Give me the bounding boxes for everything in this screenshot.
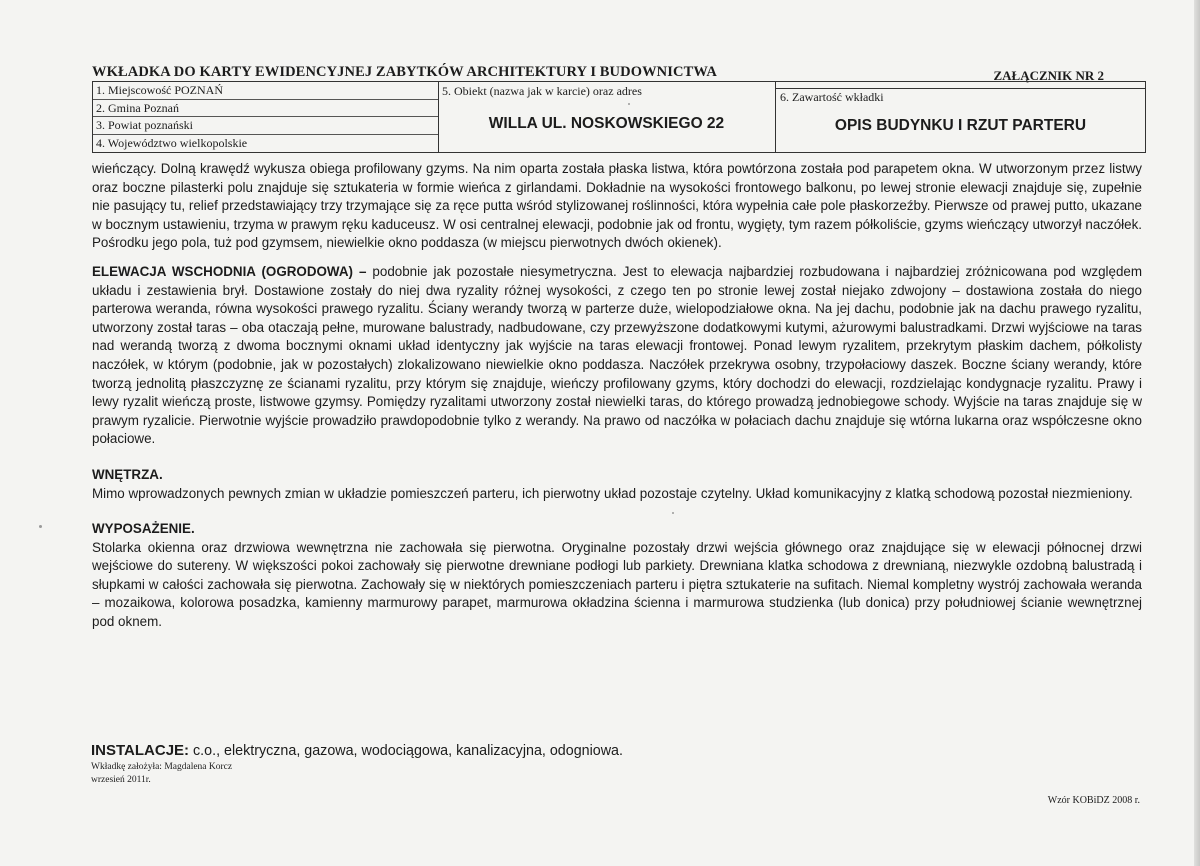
east-elevation-heading: ELEWACJA WSCHODNIA (OGRODOWA) –: [92, 263, 367, 279]
location-column: [93, 82, 439, 152]
paper-speck: [39, 525, 42, 528]
installations-heading: INSTALACJE:: [91, 742, 190, 759]
furnishing-text: Stolarka okienna oraz drzwiowa wewnętrzna nie zachowała się pierwotna. Oryginalne pozostały drzwi wejścia głównego oraz znajdujące się w elewacji północnej drzwi wejściowe do sutereny. W większości pokoi zachowały się pierwotne drewniane podłogi lub parkiety. Drewniana klatka schodowa z drewnianą, niezwykle ozdobną balustradą i słupkami w całości zachowała się pierwotna. Zachowały się w niektórych pomieszczeniach parteru i piętra sztukaterie na sufitach. Niemal kompletny wystrój zachowała weranda – mozaikowa, kolorowa posadzka, kamienny marmurowy parapet, marmurowa okładzina ścienna i marmurowa studzienka (lub donica) przy południowej ścianie wewnętrznej pod oknem.: [92, 539, 1142, 630]
annex-label: ZAŁĄCZNIK NR 2: [993, 68, 1104, 83]
paper-speck: [672, 512, 674, 514]
location-town: 1. Miejscowość POZNAŃ: [93, 82, 438, 100]
date-note: wrzesień 2011r.: [91, 775, 151, 785]
object-label: 5. Obiekt (nazwa jak w karcie) oraz adres: [442, 84, 642, 98]
content-column: [776, 88, 1145, 153]
object-column: [438, 82, 776, 152]
author-note: Wkładkę założyła: Magdalena Korcz: [91, 762, 233, 772]
location-county: 3. Powiat poznański: [93, 117, 438, 135]
page-edge: [1194, 0, 1200, 866]
object-value: WILLA UL. NOSKOWSKIEGO 22: [488, 115, 725, 132]
interior-heading: WNĘTRZA.: [92, 466, 163, 482]
intro-paragraph: wieńczący. Dolną krawędź wykusza obiega profilowany gzyms. Na nim oparta została płaska listwa, która powtórzona została pod parapetem okna. W utworzonym przez listwy oraz boczne pilasterki polu znajduje się sztukateria w formie wieńca z girlandami. Dokładnie na wysokości frontowego balkonu, po lewej stronie elewacji znajduje się, zupełnie nie pasujący tu, relief przedstawiający trzy trzymające się za ręce putta wśród stylizowanej roślinności, która wypełnia całe pole płaskorzeźby. Pierwsze od prawej putto, ukazane w bocznym ustawieniu, trzyma w prawym ręku kaduceusz. W osi centralnej elewacji, podobnie jak od frontu, wygięty, tym razem półkoliście, gzyms wieńczący utworzył naczółek. Pośrodku jego pola, tuż pod gzymsem, niewielkie okno poddasza (w miejscu pierwotnych dwóch okienek).: [92, 161, 1142, 251]
form-title: WKŁADKA DO KARTY EWIDENCYJNEJ ZABYTKÓW ARCHITEKTURY I BUDOWNICTWA: [92, 64, 717, 80]
installations-line: [91, 742, 623, 759]
template-version: Wzór KOBiDZ 2008 r.: [1047, 795, 1140, 806]
installations-text: c.o., elektryczna, gazowa, wodociągowa, kanalizacyjna, odogniowa.: [189, 743, 623, 759]
content-label: 6. Zawartość wkładki: [780, 90, 884, 104]
document-body: [92, 160, 1142, 632]
east-elevation-paragraph: [92, 263, 1142, 449]
location-voivodeship: 4. Województwo wielkopolskie: [96, 135, 248, 150]
paper-speck: [628, 103, 630, 105]
header-table: [92, 81, 1146, 153]
content-value: OPIS BUDYNKU I RZUT PARTERU: [834, 117, 1087, 134]
interior-text: Mimo wprowadzonych pewnych zmian w układzie pomieszczeń parteru, ich pierwotny układ pozostaje czytelny. Układ komunikacyjny z klatką schodową pozostał niezmieniony.: [92, 485, 1133, 501]
furnishing-heading: WYPOSAŻENIE.: [92, 521, 195, 537]
location-commune: 2. Gmina Poznań: [93, 100, 438, 118]
east-elevation-text: podobnie jak pozostałe niesymetryczna. Jest to elewacja najbardziej rozbudowana i najbardziej zróżnicowana pod względem układu i zestawienia brył. Dostawione zostały do niej dwa ryzality różnej wysokości, z czego ten po stronie lewej został niejako zdwojony – dostawiona została do niego parterowa weranda, równa wysokości prawego ryzalitu. Ściany werandy tworzą w parterze duże, wielopodziałowe okna. Na jej dachu, podobnie jak na dachu prawego ryzalitu, utworzony został taras – oba otaczają pełne, murowane balustrady, nadbudowane, czy przewyższone dodatkowymi kutymi, ażurowymi balustradkami. Drzwi wyjściowe na taras nad werandą tworzą z dwoma bocznymi oknami układ identyczny jak wyjście na taras elewacji frontowej. Ponad lewym ryzalitem, przekrytym płaskim dachem, półkolisty naczółek, w którym (podobnie, jak w pozostałych) zlokalizowano niewielkie okno poddasza. Naczółek przekrywa osobny, trzypołaciowy daszek. Boczne ściany werandy, które tworzą jednolitą płaszczyznę ze ścianami ryzalitu, przy którym się znajduje, wieńczy profilowany gzyms, który dochodzi do elewacji, rozdzielając kondygnacje ryzalitu. Prawy i lewy ryzalit wieńczą proste, listwowe gzymsy. Pomiędzy ryzalitami utworzony został niewielki taras, do którego prowadzą jednobiegowe schody. Wyjście na taras znajduje się w prawym ryzalicie. Pierwotnie wyjście prowadziło prawdopodobnie tylko z werandy. Na prawo od naczółka w połaciach dachu znajduje się wtórna lukarna oraz współczesne okno połaciowe.: [92, 263, 1143, 447]
